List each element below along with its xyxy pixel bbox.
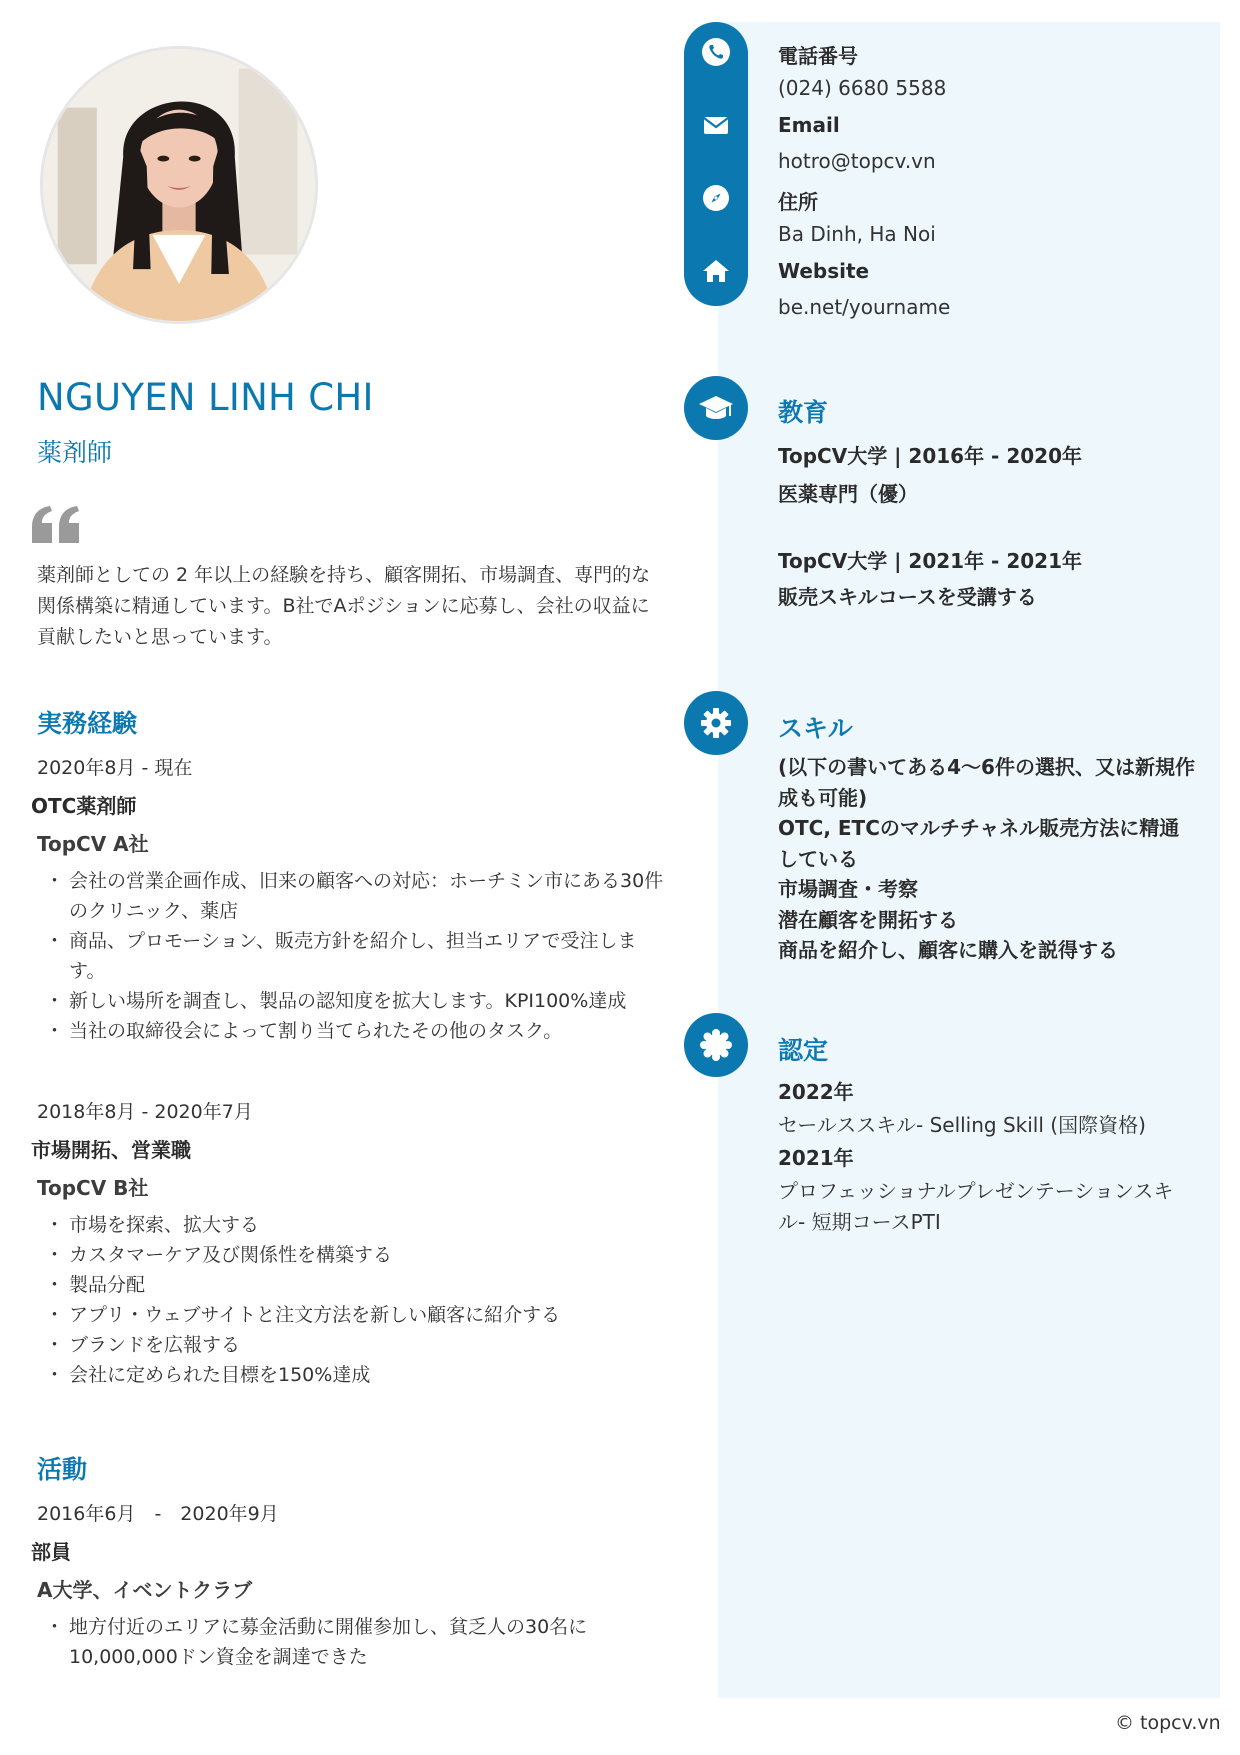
portrait-illustration xyxy=(43,49,315,321)
candidate-name: NGUYEN LINH CHI xyxy=(37,376,374,419)
job-bullet: ・ 会社に定められた目標を150%達成 xyxy=(53,1360,671,1390)
activity-entry xyxy=(31,1499,671,1672)
job-bullet: ・ 会社の営業企画作成、旧来の顧客への対応：ホーチミン市にある30件のクリニック、薬店 xyxy=(53,866,671,926)
education-badge xyxy=(684,376,748,440)
experience-heading: 実務経験 xyxy=(37,709,138,738)
activity-org: A大学、イベントクラブ xyxy=(37,1578,253,1602)
job-bullet: ・ 市場を探索、拡大する xyxy=(53,1210,671,1240)
envelope-icon xyxy=(698,107,734,143)
certification-year: 2022年 xyxy=(778,1080,854,1104)
job-company: TopCV B社 xyxy=(37,1176,149,1200)
education-detail: 販売スキルコースを受講する xyxy=(778,585,1037,609)
job-bullets xyxy=(53,866,671,1046)
skill-item: 商品を紹介し、顧客に購入を説得する xyxy=(778,938,1118,962)
address-label: 住所 xyxy=(778,190,818,214)
education-school: TopCV大学 | 2021年 - 2021年 xyxy=(778,549,1082,573)
education-detail: 医薬専門（優） xyxy=(778,482,918,506)
certification-name: セールススキル- Selling Skill (国際資格) xyxy=(778,1113,1146,1137)
phone-label: 電話番号 xyxy=(778,44,858,68)
job-date: 2018年8月 - 2020年7月 xyxy=(37,1101,253,1123)
phone-icon xyxy=(698,34,734,70)
skill-item: OTC, ETCのマルチチャネル販売方法に精通している xyxy=(778,816,1180,871)
activity-date: 2016年6月 - 2020年9月 xyxy=(37,1503,279,1525)
phone-value: (024) 6680 5588 xyxy=(778,76,947,100)
home-icon xyxy=(698,253,734,289)
job-bullet: ・ アプリ・ウェブサイトと注文方法を新しい顧客に紹介する xyxy=(53,1300,671,1330)
website-label: Website xyxy=(778,259,870,283)
profile-summary: 薬剤師としての 2 年以上の経験を持ち、顧客開拓、市場調査、専門的な関係構築に精通しています。B社でAポジションに応募し、会社の収益に貢献したいと思っています。 xyxy=(37,564,651,648)
job-bullet: ・ カスタマーケア及び関係性を構築する xyxy=(53,1240,671,1270)
job-date: 2020年8月 - 現在 xyxy=(37,757,193,779)
certification-year: 2021年 xyxy=(778,1146,854,1170)
job-bullet: ・ 新しい場所を調査し、製品の認知度を拡大します。KPI100%達成 xyxy=(53,986,671,1016)
skills-list xyxy=(778,752,1198,966)
skill-item: (以下の書いてある4～6件の選択、又は新規作成も可能) xyxy=(778,755,1195,810)
skill-item: 市場調査・考察 xyxy=(778,877,918,901)
activities-heading: 活動 xyxy=(37,1455,88,1484)
job-company: TopCV A社 xyxy=(37,832,149,856)
activity-bullets xyxy=(53,1612,671,1672)
activity-role: 部員 xyxy=(31,1540,71,1564)
gear-icon xyxy=(697,704,735,742)
compass-icon xyxy=(698,180,734,216)
graduation-cap-icon xyxy=(697,389,735,427)
skills-badge xyxy=(684,691,748,755)
activity-bullet: ・ 地方付近のエリアに募金活動に開催参加し、貧乏人の30名に10,000,000ドン資金を調達できた xyxy=(53,1612,671,1672)
job-bullet: ・ 商品、プロモーション、販売方針を紹介し、担当エリアで受注します。 xyxy=(53,926,671,986)
certification-name: プロフェッショナルプレゼンテーションスキル- 短期コースPTI xyxy=(778,1179,1174,1234)
education-school: TopCV大学 | 2016年 - 2020年 xyxy=(778,444,1082,468)
candidate-title: 薬剤師 xyxy=(37,438,113,467)
job-bullet: ・ 製品分配 xyxy=(53,1270,671,1300)
website-value: be.net/yourname xyxy=(778,295,951,319)
job-entry xyxy=(31,1097,671,1390)
skills-heading: スキル xyxy=(778,714,853,743)
certifications-heading: 認定 xyxy=(778,1036,829,1065)
job-role: OTC薬剤師 xyxy=(31,794,137,818)
email-label: Email xyxy=(778,113,840,137)
address-value: Ba Dinh, Ha Noi xyxy=(778,222,936,246)
email-value: hotro@topcv.vn xyxy=(778,149,936,173)
job-bullet: ・ 当社の取締役会によって割り当てられたその他のタスク。 xyxy=(53,1016,671,1046)
job-bullet: ・ ブランドを広報する xyxy=(53,1330,671,1360)
job-role: 市場開拓、営業職 xyxy=(31,1138,191,1162)
job-bullets xyxy=(53,1210,671,1390)
footer-copyright: © topcv.vn xyxy=(1115,1712,1221,1734)
job-entry xyxy=(31,753,671,1046)
quote-icon xyxy=(30,505,82,545)
profile-photo xyxy=(40,46,318,324)
skill-item: 潜在顧客を開拓する xyxy=(778,907,958,932)
seal-icon xyxy=(697,1026,735,1064)
certification-badge xyxy=(684,1013,748,1077)
education-heading: 教育 xyxy=(778,398,829,427)
